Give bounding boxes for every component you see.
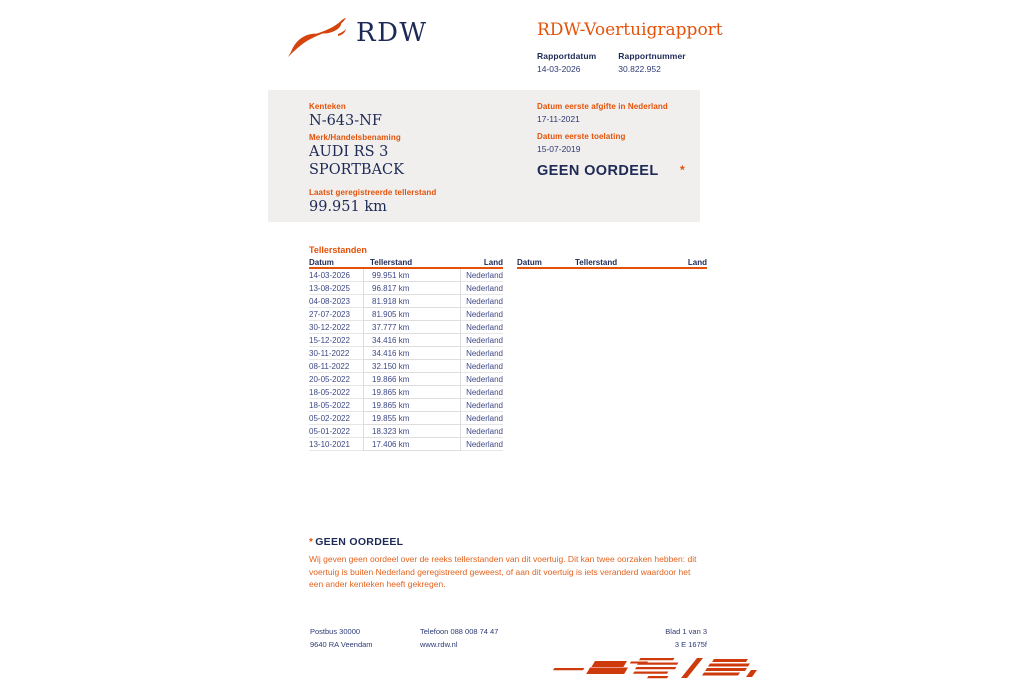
table-row xyxy=(309,321,503,334)
column-header-tellerstand: Tellerstand xyxy=(370,258,413,267)
merk-label: Merk/Handelsbenaming xyxy=(309,133,401,142)
toelating-value: 15-07-2019 xyxy=(537,144,581,154)
table-cell-tellerstand: 17.406 km xyxy=(363,438,461,451)
footer-website: www.rdw.nl xyxy=(420,640,458,649)
note-asterisk: * xyxy=(309,537,314,548)
table-cell-land: Nederland xyxy=(461,269,503,282)
table-cell-tellerstand: 19.865 km xyxy=(363,399,461,412)
table-cell-datum: 04-08-2023 xyxy=(309,295,363,308)
table-cell-land: Nederland xyxy=(461,412,503,425)
table-cell-datum: 05-01-2022 xyxy=(309,425,363,438)
tellerstanden-table-right xyxy=(517,258,707,269)
table-row xyxy=(309,282,503,295)
footer-form-code: 3 E 1675f xyxy=(674,640,707,649)
page-title: RDW-Voertuigrapport xyxy=(537,20,723,40)
table-cell-tellerstand: 19.865 km xyxy=(363,386,461,399)
rapportnummer-field xyxy=(618,51,685,74)
footer-phone: Telefoon 088 008 74 47 xyxy=(420,627,499,636)
table-header-row xyxy=(309,258,503,269)
footer-address-line2: 9640 RA Veendam xyxy=(310,640,373,649)
table-body xyxy=(309,269,503,451)
footer-page-number: Blad 1 van 3 xyxy=(665,627,707,636)
table-cell-land: Nederland xyxy=(461,386,503,399)
table-cell-tellerstand: 37.777 km xyxy=(363,321,461,334)
table-cell-tellerstand: 99.951 km xyxy=(363,269,461,282)
oordeel-asterisk: * xyxy=(680,163,685,177)
laatste-tellerstand-value: 99.951 km xyxy=(309,199,387,215)
tellerstanden-table-left xyxy=(309,258,503,451)
table-row xyxy=(309,425,503,438)
table-cell-land: Nederland xyxy=(461,334,503,347)
table-cell-datum: 05-02-2022 xyxy=(309,412,363,425)
table-row xyxy=(309,412,503,425)
table-cell-land: Nederland xyxy=(461,347,503,360)
table-cell-land: Nederland xyxy=(461,425,503,438)
table-cell-land: Nederland xyxy=(461,360,503,373)
column-header-land: Land xyxy=(687,258,707,267)
table-row xyxy=(309,438,503,451)
table-row xyxy=(309,399,503,412)
table-cell-datum: 15-12-2022 xyxy=(309,334,363,347)
table-cell-datum: 20-05-2022 xyxy=(309,373,363,386)
oordeel-status: GEEN OORDEEL xyxy=(537,163,659,179)
table-cell-tellerstand: 19.855 km xyxy=(363,412,461,425)
table-cell-datum: 18-05-2022 xyxy=(309,386,363,399)
note-heading xyxy=(309,536,699,548)
table-cell-land: Nederland xyxy=(461,308,503,321)
table-row xyxy=(309,347,503,360)
table-row xyxy=(309,373,503,386)
merk-value-line2: SPORTBACK xyxy=(309,162,404,178)
table-cell-tellerstand: 18.323 km xyxy=(363,425,461,438)
rapportdatum-label: Rapportdatum xyxy=(537,51,597,61)
footer-page-info xyxy=(607,625,707,651)
table-row xyxy=(309,334,503,347)
rapportdatum-value: 14-03-2026 xyxy=(537,64,581,74)
geen-oordeel-note xyxy=(309,536,699,591)
table-cell-datum: 30-12-2022 xyxy=(309,321,363,334)
table-cell-datum: 30-11-2022 xyxy=(309,347,363,360)
table-row xyxy=(309,308,503,321)
rdw-logo xyxy=(286,16,428,60)
table-cell-datum: 18-05-2022 xyxy=(309,399,363,412)
rdw-logo-text: RDW xyxy=(356,18,428,48)
report-meta xyxy=(537,51,686,74)
table-cell-land: Nederland xyxy=(461,282,503,295)
table-cell-tellerstand: 34.416 km xyxy=(363,347,461,360)
footer-address xyxy=(310,625,373,651)
table-row xyxy=(309,295,503,308)
vehicle-summary-panel xyxy=(268,90,700,222)
afgifte-value: 17-11-2021 xyxy=(537,114,580,124)
table-header-row xyxy=(517,258,707,269)
table-cell-tellerstand: 19.866 km xyxy=(363,373,461,386)
column-header-datum: Datum xyxy=(517,258,542,267)
table-row xyxy=(309,360,503,373)
column-header-tellerstand: Tellerstand xyxy=(575,258,618,267)
note-title: GEEN OORDEEL xyxy=(315,536,404,548)
rapportnummer-value: 30.822.952 xyxy=(618,64,661,74)
rapportnummer-label: Rapportnummer xyxy=(618,51,686,61)
note-body-text: Wij geven geen oordeel over de reeks tellerstanden van dit voertuig. Dit kan twee oorzaken hebben: dit voertuig is buiten Nederland geregistreerd geweest, of aan dit voertuig is iets veranderd waardoor het een ander kenteken heeft gekregen. xyxy=(309,554,697,589)
toelating-label: Datum eerste toelating xyxy=(537,132,626,141)
rdw-wing-icon xyxy=(286,16,350,60)
table-cell-tellerstand: 32.150 km xyxy=(363,360,461,373)
footer-contact xyxy=(420,625,498,651)
merk-value-line1: AUDI RS 3 xyxy=(309,144,389,160)
table-cell-land: Nederland xyxy=(461,295,503,308)
rdw-footer-graphic xyxy=(551,655,759,681)
table-cell-tellerstand: 81.905 km xyxy=(363,308,461,321)
table-cell-datum: 14-03-2026 xyxy=(309,269,363,282)
table-row xyxy=(309,386,503,399)
tellerstanden-section-title: Tellerstanden xyxy=(309,245,367,255)
table-cell-datum: 08-11-2022 xyxy=(309,360,363,373)
table-cell-datum: 13-10-2021 xyxy=(309,438,363,451)
laatste-tellerstand-label: Laatst geregistreerde tellerstand xyxy=(309,188,437,197)
table-cell-tellerstand: 81.918 km xyxy=(363,295,461,308)
column-header-datum: Datum xyxy=(309,258,334,267)
column-header-land: Land xyxy=(483,258,503,267)
table-row xyxy=(309,269,503,282)
table-cell-land: Nederland xyxy=(461,373,503,386)
table-cell-land: Nederland xyxy=(461,438,503,451)
rapportdatum-field xyxy=(537,51,596,74)
table-cell-tellerstand: 96.817 km xyxy=(363,282,461,295)
footer-address-line1: Postbus 30000 xyxy=(310,627,361,636)
table-cell-land: Nederland xyxy=(461,321,503,334)
table-cell-datum: 27-07-2023 xyxy=(309,308,363,321)
table-cell-land: Nederland xyxy=(461,399,503,412)
kenteken-value: N-643-NF xyxy=(309,113,382,129)
table-cell-tellerstand: 34.416 km xyxy=(363,334,461,347)
afgifte-label: Datum eerste afgifte in Nederland xyxy=(537,102,668,111)
table-cell-datum: 13-08-2025 xyxy=(309,282,363,295)
kenteken-label: Kenteken xyxy=(309,102,346,111)
